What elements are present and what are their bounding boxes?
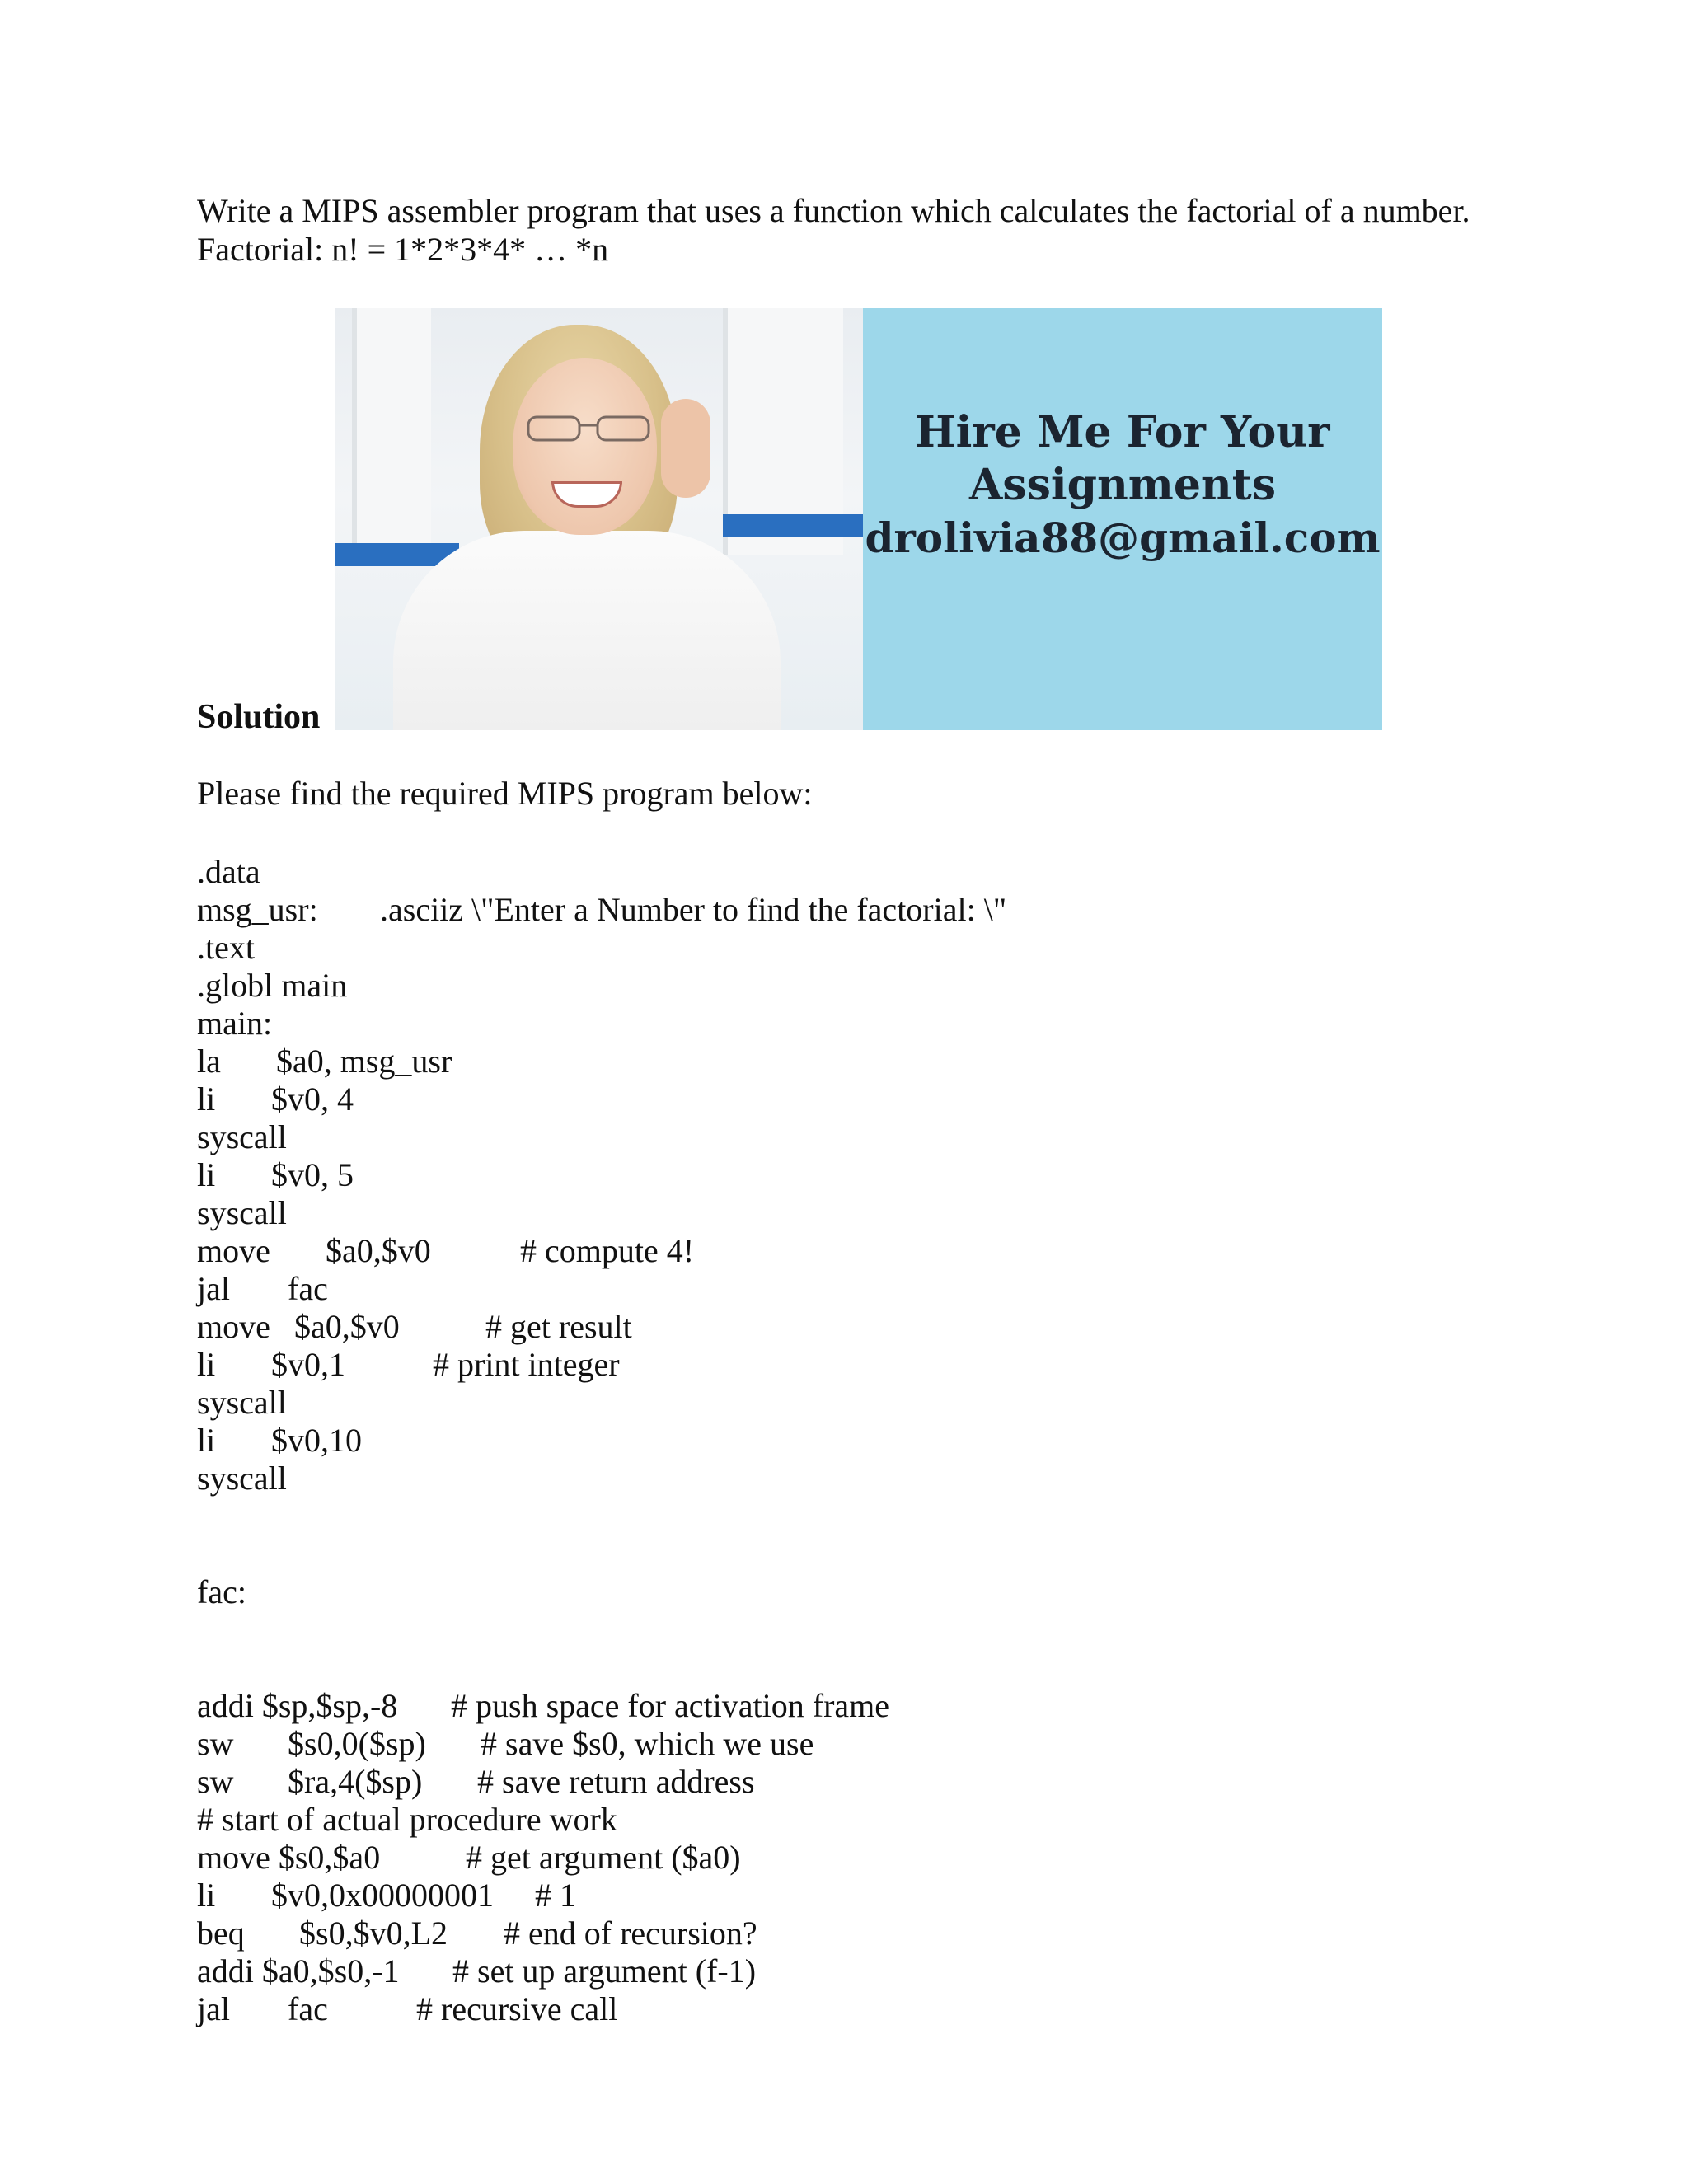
ad-email: drolivia88@gmail.com (865, 513, 1381, 562)
advertisement-banner (335, 308, 1382, 730)
document-page: Write a MIPS assembler program that uses a function which calculates the factorial of a number. Factorial: n! = 1*2*3*4* … *n Hire Me For Your Assignments drolivia88@gmail.com Solution Please find the required MIPS program below: .data msg_usr: .asciiz \"Enter a Number to find the factorial: \" .text .globl main main: la $a0, msg_usr li $v0, 4 syscall li $v0, 5 syscall move $a0,$v0 # compute 4! jal fac move $a0,$v0 # get result li $v0,1 # print integer syscall li $v0,10 syscall fac: addi $sp,$sp,-8 # push space for activation frame sw $s0,0($sp) # save $s0, which we use sw $ra,4($sp) # save return address # start of actual procedure work move $s0,$a0 # get argument ($a0) li $v0,0x00000001 # 1 beq $s0,$v0,L2 # end of recursion? addi $a0,$s0,-1 # set up argument (f-1) jal fac # recursive call (0, 0, 1688, 2184)
solution-heading: Solution (197, 698, 321, 736)
intro-text: Please find the required MIPS program below: (197, 775, 813, 812)
ad-text-panel (863, 308, 1382, 730)
woman-with-glasses-photo (335, 308, 863, 730)
assignment-prompt (197, 191, 1516, 269)
ad-line-1: Hire Me For Your (915, 407, 1330, 457)
prompt-line-1: Write a MIPS assembler program that uses a function which calculates the factorial of a number. (197, 192, 1470, 229)
prompt-line-2: Factorial: n! = 1*2*3*4* … *n (197, 231, 609, 268)
ad-line-2: Assignments (968, 460, 1277, 510)
